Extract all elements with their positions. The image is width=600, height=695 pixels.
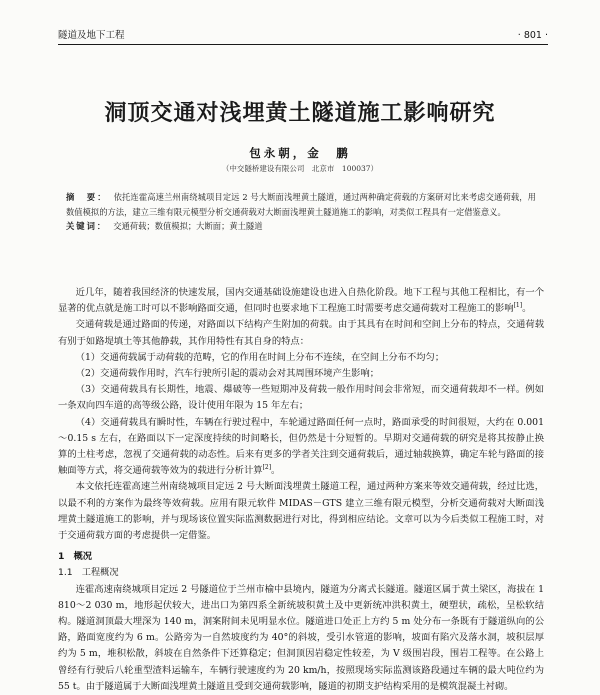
spacer [58, 544, 544, 548]
list-item: （2）交通荷载作用时，汽车行驶所引起的震动会对其周围环境产生影响； [75, 368, 380, 380]
list-item: （3）交通荷载具有长期性，地震、爆破等一些短期冲及荷载一般作用时间会非常短，而交通荷载却不一样。例如一条双向四车道的高等级公路，设计使用年限为 15 年左右； [58, 384, 544, 412]
section-heading: 1 概况 [58, 551, 92, 563]
body-paragraph: 交通荷载是通过路面的传递，对路面以下结构产生附加的荷载。由于其具有在时间和空间上分布的特点，交通荷载有别于如路堤填土等其他静载，其作用特性有其自身的特点： [58, 319, 544, 347]
article-body [58, 285, 544, 695]
paragraph-text: 近几年，随着我国经济的快速发展，国内交通基础设施建设也进入自热化阶段。地下工程与其他工程相比，有一个显著的优点就是施工时可以不影响路面交通，但同时也要求地下工程施工时需要考虑交通荷载对工程施工的影响 [58, 287, 544, 315]
running-head [58, 27, 548, 45]
page-number: · 801 · [517, 30, 548, 41]
journal-section-name: 隧道及地下工程 [58, 30, 125, 41]
citation: [1] [513, 302, 523, 310]
article-authors: 包永朝，金 鹏 [249, 146, 351, 160]
author-affiliation: （中交隧桥建设有限公司 北京市 100037） [221, 164, 379, 173]
list-item: （1）交通荷载属于动荷载的范畴，它的作用在时间上分布不连续，在空间上分布不均匀； [75, 351, 445, 363]
abstract-text: 依托连霍高速兰州南绕城项目定远 2 号大断面浅埋黄土隧道，通过两种确定荷载的方案研对比来考虑交通荷载，用数值模拟的方法，建立三维有限元模型分析交通荷载对大断面浅埋黄土隧道施工的影响，对类似工程具有一定借鉴意义。 [66, 192, 536, 217]
keywords-label: 关键词： [66, 221, 108, 232]
paragraph-end: 。 [522, 303, 532, 315]
keywords-text: 交通荷载；数值模拟；大断面；黄土隧道 [113, 221, 263, 232]
body-paragraph [58, 285, 544, 317]
keywords-line [66, 219, 536, 234]
body-paragraph: 本文依托连霍高速兰州南绕城项目定远 2 号大断面浅埋黄土隧道工程，通过两种方案来等效交通荷载，经过比选，以最不利的方案作为最终等效荷载。应用有限元软件 MIDAS－GTS 建立三维有限元模型，分析交通荷载对大断面浅埋黄土隧道施工的影响，并与现场该位置实际监测数据进行对比，得到相应结论。文章可以为今后类似工程施工时，对于交通荷载方面的考虑提供一定借鉴。 [58, 481, 544, 542]
paragraph-end: 。 [271, 465, 281, 477]
list-item [58, 415, 544, 480]
body-paragraph: 连霍高速南绕城项目定远 2 号隧道位于兰州市榆中县境内，隧道为分离式长隧道。隧道区属于黄土梁区，海拔在 1 810～2 030 m，地形起伏较大，进出口为第四系全新统坡积黄土及中更新统冲洪积黄土，硬塑状，疏松，呈松软结构。隧道洞顶最大埋深为 140 m，洞案附间未见明显水位。隧道进口处正上方约 5 m 处分布一条既有于隧道纵向的公路，路面宽度约为 6 m。公路旁为一自然坡度约为 40°的斜坡，受引水管道的影响，坡面有陷穴及落水洞，坡积层厚约为 5 m，堆积松散，斜坡在自然条件下还算稳定；但洞顶因岩稳定性较差，为 V 级围岩段，围岩工程等。在公路上曾经有行驶后八轮重型渣料运输车，车辆行驶速度约为 20 km/h，按照现场实际监测该路段通过车辆的最大吨位约为 55 t。由于隧道属于大断面浅埋黄土隧道且受到交通荷载影响，隧道的初期支护结构采用的是模筑混凝土衬砌。 [58, 583, 544, 692]
citation: [2] [262, 464, 272, 472]
paragraph-text: （4）交通荷载具有瞬时性，车辆在行驶过程中，车轮通过路面任何一点时，路面承受的时间很短，大约在 0.001～0.15 s 左右，在路面以下一定深度持续的时间略长，但仍然是十分短暂的。早期对交通荷载的研究是将其按静止换算的土柱考虑，忽视了交通荷载的动态性。后来有更多的学者关注到交通荷载后，通过轴载换算，确定车轮与路面的接触面等方式，将交通荷载等效为的载进行分析计算 [58, 416, 544, 477]
subsection-heading: 1.1 工程概况 [58, 567, 119, 579]
article-title: 洞顶交通对浅埋黄土隧道施工影响研究 [104, 101, 496, 126]
abstract-label: 摘 要： [66, 192, 108, 202]
abstract-block [66, 190, 536, 234]
